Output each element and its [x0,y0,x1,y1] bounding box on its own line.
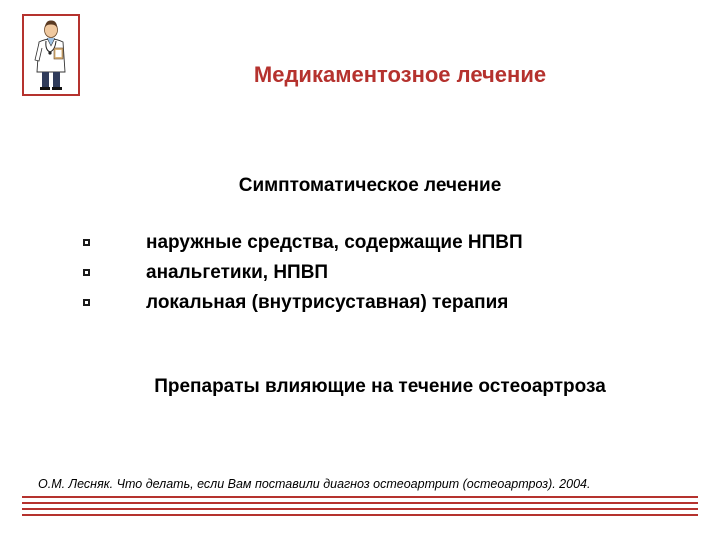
bullet-item [0,262,720,292]
bullet-item [0,232,720,262]
bullet-text: анальгетики, НПВП [146,262,329,283]
footer-stripes [22,496,698,520]
footer-stripe [22,514,698,516]
doctor-icon [24,16,78,94]
bullet-text: наружные средства, содержащие НПВП [146,232,523,253]
footer-stripe [22,502,698,504]
bullet-list [0,232,720,322]
square-bullet-icon [83,239,90,246]
section-heading-disease-modifying: Препараты влияющие на течение остеоартроза [154,376,606,397]
slide-title: Медикаментозное лечение [253,62,547,87]
section-heading-symptomatic: Симптоматическое лечение [238,175,502,196]
bullet-text: локальная (внутрисуставная) терапия [146,292,509,313]
footer-stripe [22,508,698,510]
square-bullet-icon [83,269,90,276]
doctor-logo [22,14,80,96]
citation: О.М. Лесняк. Что делать, если Вам поставили диагноз остеоартрит (остеоартроз). 2004. [38,477,591,491]
bullet-item [0,292,720,322]
square-bullet-icon [83,299,90,306]
footer-stripe [22,496,698,498]
